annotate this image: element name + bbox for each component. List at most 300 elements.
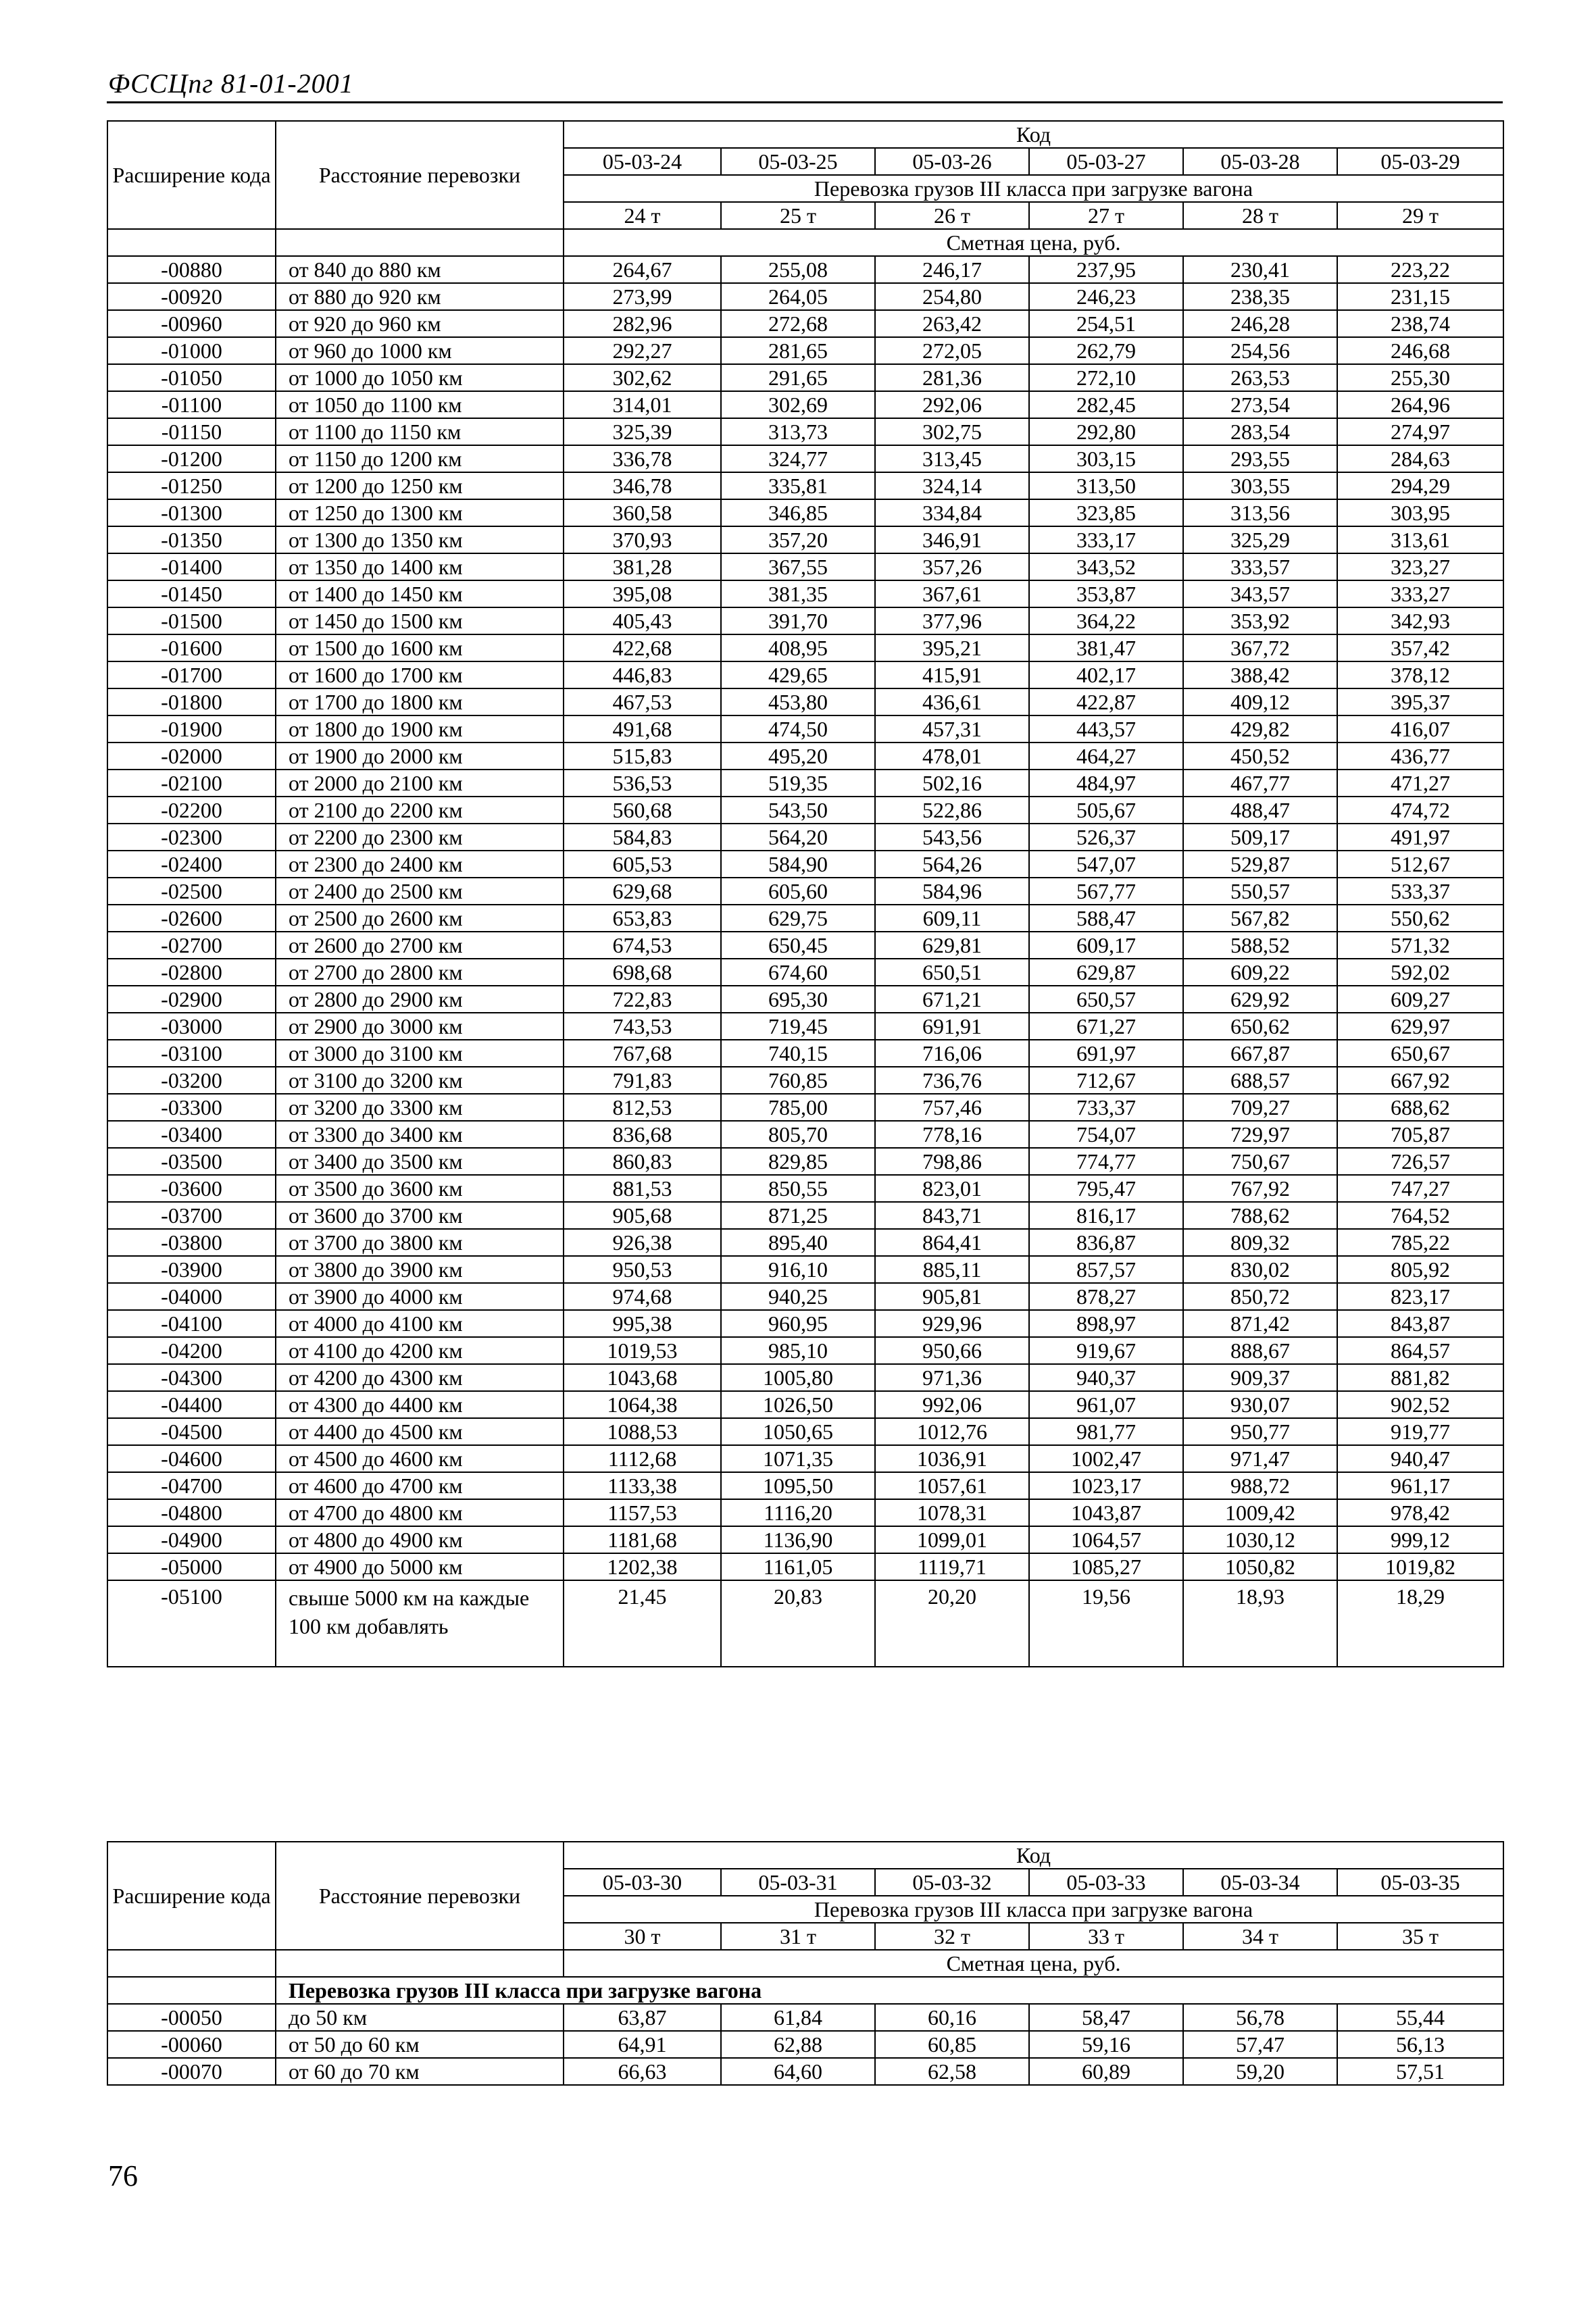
price-cell: 58,47	[1029, 2004, 1183, 2031]
table-row	[107, 1337, 1503, 1364]
price-cell: 263,42	[875, 310, 1029, 337]
price-cell: 785,00	[721, 1094, 875, 1121]
price-cell: 674,53	[564, 932, 721, 959]
price-cell: 467,77	[1183, 770, 1337, 797]
table-row	[107, 1283, 1503, 1310]
weight-cell: 31 т	[721, 1923, 875, 1950]
price-cell: 353,87	[1029, 580, 1183, 607]
price-cell: 550,57	[1183, 878, 1337, 905]
price-cell: 885,11	[875, 1256, 1029, 1283]
price-cell: 543,50	[721, 797, 875, 824]
price-cell: 333,17	[1029, 526, 1183, 553]
price-cell: 764,52	[1337, 1202, 1503, 1229]
table-row	[107, 1040, 1503, 1067]
price-cell: 19,56	[1029, 1580, 1183, 1667]
table-row	[107, 743, 1503, 770]
row-code-extension: -01300	[107, 499, 276, 526]
row-distance: от 4400 до 4500 км	[276, 1418, 564, 1445]
row-code-extension: -03900	[107, 1256, 276, 1283]
price-cell: 502,16	[875, 770, 1029, 797]
price-cell: 334,84	[875, 499, 1029, 526]
price-cell: 474,72	[1337, 797, 1503, 824]
row-code-extension: -03700	[107, 1202, 276, 1229]
row-code-extension: -04300	[107, 1364, 276, 1391]
table-row	[107, 364, 1503, 391]
row-code-extension: -02600	[107, 905, 276, 932]
row-distance: от 1600 до 1700 км	[276, 661, 564, 688]
price-label: Сметная цена, руб.	[564, 229, 1503, 256]
price-cell: 294,29	[1337, 472, 1503, 499]
row-code-extension: -02800	[107, 959, 276, 986]
price-cell: 995,38	[564, 1310, 721, 1337]
table-row	[107, 526, 1503, 553]
price-cell: 272,68	[721, 310, 875, 337]
code-cell: 05-03-29	[1337, 148, 1503, 175]
price-cell: 284,63	[1337, 445, 1503, 472]
price-cell: 274,97	[1337, 418, 1503, 445]
row-code-extension: -00070	[107, 2058, 276, 2085]
table-row	[107, 1472, 1503, 1499]
price-cell: 60,16	[875, 2004, 1029, 2031]
price-cell: 1071,35	[721, 1445, 875, 1472]
price-cell: 940,25	[721, 1283, 875, 1310]
price-cell: 333,57	[1183, 553, 1337, 580]
table-row	[107, 661, 1503, 688]
price-cell: 314,01	[564, 391, 721, 418]
row-distance: от 840 до 880 км	[276, 256, 564, 283]
row-code-extension: -01250	[107, 472, 276, 499]
price-cell: 323,27	[1337, 553, 1503, 580]
row-distance: от 2400 до 2500 км	[276, 878, 564, 905]
table-row	[107, 986, 1503, 1013]
price-cell: 56,13	[1337, 2031, 1503, 2058]
row-distance: от 3100 до 3200 км	[276, 1067, 564, 1094]
price-cell: 357,20	[721, 526, 875, 553]
price-cell: 688,57	[1183, 1067, 1337, 1094]
price-cell: 395,21	[875, 634, 1029, 661]
price-cell: 263,53	[1183, 364, 1337, 391]
table-row	[107, 905, 1503, 932]
price-cell: 281,36	[875, 364, 1029, 391]
price-cell: 59,16	[1029, 2031, 1183, 2058]
price-cell: 471,27	[1337, 770, 1503, 797]
row-distance: от 1400 до 1450 км	[276, 580, 564, 607]
row-distance: от 3800 до 3900 км	[276, 1256, 564, 1283]
price-cell: 526,37	[1029, 824, 1183, 851]
row-code-extension: -02700	[107, 932, 276, 959]
price-cell: 254,56	[1183, 337, 1337, 364]
price-cell: 302,62	[564, 364, 721, 391]
code-header: Код	[564, 121, 1503, 148]
weight-cell: 32 т	[875, 1923, 1029, 1950]
price-table-2	[107, 1841, 1504, 2086]
price-cell: 422,87	[1029, 688, 1183, 715]
price-cell: 971,47	[1183, 1445, 1337, 1472]
price-cell: 816,17	[1029, 1202, 1183, 1229]
price-cell: 303,15	[1029, 445, 1183, 472]
price-cell: 864,57	[1337, 1337, 1503, 1364]
price-cell: 905,68	[564, 1202, 721, 1229]
price-cell: 313,61	[1337, 526, 1503, 553]
price-cell: 584,83	[564, 824, 721, 851]
price-cell: 705,87	[1337, 1121, 1503, 1148]
price-cell: 747,27	[1337, 1175, 1503, 1202]
price-cell: 429,65	[721, 661, 875, 688]
price-cell: 254,80	[875, 283, 1029, 310]
price-cell: 729,97	[1183, 1121, 1337, 1148]
price-cell: 609,11	[875, 905, 1029, 932]
price-cell: 378,12	[1337, 661, 1503, 688]
row-code-extension: -01000	[107, 337, 276, 364]
table-row	[107, 553, 1503, 580]
price-cell: 272,05	[875, 337, 1029, 364]
row-distance: от 1250 до 1300 км	[276, 499, 564, 526]
code-cell: 05-03-35	[1337, 1869, 1503, 1896]
price-cell: 57,47	[1183, 2031, 1337, 2058]
price-cell: 726,57	[1337, 1148, 1503, 1175]
table-row	[107, 770, 1503, 797]
price-cell: 343,57	[1183, 580, 1337, 607]
price-cell: 588,47	[1029, 905, 1183, 932]
code-cell: 05-03-33	[1029, 1869, 1183, 1896]
row-distance: от 2500 до 2600 км	[276, 905, 564, 932]
price-cell: 281,65	[721, 337, 875, 364]
price-cell: 571,32	[1337, 932, 1503, 959]
table-row	[107, 607, 1503, 634]
section-title: Перевозка грузов III класса при загрузке вагона	[276, 1977, 1503, 2004]
price-cell: 629,92	[1183, 986, 1337, 1013]
code-cell: 05-03-26	[875, 148, 1029, 175]
row-distance: от 1100 до 1150 км	[276, 418, 564, 445]
row-code-extension: -04500	[107, 1418, 276, 1445]
price-cell: 55,44	[1337, 2004, 1503, 2031]
price-cell: 981,77	[1029, 1418, 1183, 1445]
price-cell: 999,12	[1337, 1526, 1503, 1553]
row-code-extension: -03200	[107, 1067, 276, 1094]
price-cell: 971,36	[875, 1364, 1029, 1391]
price-cell: 992,06	[875, 1391, 1029, 1418]
row-distance: от 2000 до 2100 км	[276, 770, 564, 797]
ext-header: Расширение кода	[107, 121, 276, 229]
ext-header: Расширение кода	[107, 1842, 276, 1950]
row-distance: от 3000 до 3100 км	[276, 1040, 564, 1067]
weight-cell: 30 т	[564, 1923, 721, 1950]
row-code-extension: -04600	[107, 1445, 276, 1472]
code-cell: 05-03-30	[564, 1869, 721, 1896]
price-cell: 342,93	[1337, 607, 1503, 634]
price-cell: 313,50	[1029, 472, 1183, 499]
weight-cell: 29 т	[1337, 202, 1503, 229]
weight-cell: 25 т	[721, 202, 875, 229]
price-cell: 64,60	[721, 2058, 875, 2085]
price-cell: 902,52	[1337, 1391, 1503, 1418]
row-distance: от 2900 до 3000 км	[276, 1013, 564, 1040]
price-cell: 1050,65	[721, 1418, 875, 1445]
price-cell: 843,71	[875, 1202, 1029, 1229]
price-cell: 1116,20	[721, 1499, 875, 1526]
price-cell: 313,56	[1183, 499, 1337, 526]
table-row	[107, 472, 1503, 499]
price-cell: 1002,47	[1029, 1445, 1183, 1472]
price-cell: 302,75	[875, 418, 1029, 445]
price-cell: 246,28	[1183, 310, 1337, 337]
price-cell: 567,82	[1183, 905, 1337, 932]
price-cell: 264,67	[564, 256, 721, 283]
price-cell: 357,42	[1337, 634, 1503, 661]
price-cell: 916,10	[721, 1256, 875, 1283]
price-cell: 515,83	[564, 743, 721, 770]
price-cell: 898,97	[1029, 1310, 1183, 1337]
table-row	[107, 1553, 1503, 1580]
row-distance: от 3700 до 3800 км	[276, 1229, 564, 1256]
table-row	[107, 1364, 1503, 1391]
price-cell: 629,68	[564, 878, 721, 905]
price-cell: 415,91	[875, 661, 1029, 688]
row-distance: от 1150 до 1200 км	[276, 445, 564, 472]
price-cell: 1012,76	[875, 1418, 1029, 1445]
table-row	[107, 715, 1503, 743]
price-cell: 370,93	[564, 526, 721, 553]
price-cell: 512,67	[1337, 851, 1503, 878]
price-cell: 650,67	[1337, 1040, 1503, 1067]
price-cell: 609,27	[1337, 986, 1503, 1013]
price-cell: 650,57	[1029, 986, 1183, 1013]
table-row	[107, 1445, 1503, 1472]
price-cell: 1026,50	[721, 1391, 875, 1418]
price-cell: 20,83	[721, 1580, 875, 1667]
price-cell: 346,91	[875, 526, 1029, 553]
row-code-extension: -02000	[107, 743, 276, 770]
code-cell: 05-03-28	[1183, 148, 1337, 175]
row-distance: от 3300 до 3400 км	[276, 1121, 564, 1148]
price-cell: 1019,82	[1337, 1553, 1503, 1580]
row-distance: от 1000 до 1050 км	[276, 364, 564, 391]
transport-label: Перевозка грузов III класса при загрузке вагона	[564, 175, 1503, 202]
price-cell: 1088,53	[564, 1418, 721, 1445]
price-cell: 237,95	[1029, 256, 1183, 283]
price-cell: 381,35	[721, 580, 875, 607]
price-cell: 346,78	[564, 472, 721, 499]
price-cell: 809,32	[1183, 1229, 1337, 1256]
document-header: ФССЦпг 81-01-2001	[108, 68, 354, 99]
table-row	[107, 1526, 1503, 1553]
row-code-extension: -01050	[107, 364, 276, 391]
row-distance: от 1900 до 2000 км	[276, 743, 564, 770]
table-row	[107, 337, 1503, 364]
price-cell: 519,35	[721, 770, 875, 797]
table-row	[107, 1175, 1503, 1202]
table-row	[107, 959, 1503, 986]
price-cell: 667,87	[1183, 1040, 1337, 1067]
price-cell: 61,84	[721, 2004, 875, 2031]
price-cell: 505,67	[1029, 797, 1183, 824]
weight-cell: 33 т	[1029, 1923, 1183, 1950]
table-row	[107, 1310, 1503, 1337]
price-cell: 453,80	[721, 688, 875, 715]
price-cell: 691,97	[1029, 1040, 1183, 1067]
price-cell: 609,17	[1029, 932, 1183, 959]
price-cell: 66,63	[564, 2058, 721, 2085]
price-cell: 698,68	[564, 959, 721, 986]
header-rule	[107, 101, 1503, 103]
price-cell: 282,45	[1029, 391, 1183, 418]
table-row	[107, 310, 1503, 337]
price-cell: 1133,38	[564, 1472, 721, 1499]
price-cell: 1050,82	[1183, 1553, 1337, 1580]
table-row	[107, 1499, 1503, 1526]
price-cell: 871,42	[1183, 1310, 1337, 1337]
dist-header: Расстояние перевозки	[276, 1842, 564, 1950]
price-cell: 1161,05	[721, 1553, 875, 1580]
row-code-extension: -05000	[107, 1553, 276, 1580]
price-cell: 18,93	[1183, 1580, 1337, 1667]
price-cell: 767,92	[1183, 1175, 1337, 1202]
price-cell: 736,76	[875, 1067, 1029, 1094]
row-code-extension: -01100	[107, 391, 276, 418]
price-cell: 985,10	[721, 1337, 875, 1364]
price-cell: 850,72	[1183, 1283, 1337, 1310]
row-code-extension: -03500	[107, 1148, 276, 1175]
price-cell: 605,60	[721, 878, 875, 905]
price-cell: 674,60	[721, 959, 875, 986]
price-cell: 1019,53	[564, 1337, 721, 1364]
price-cell: 888,67	[1183, 1337, 1337, 1364]
price-cell: 754,07	[1029, 1121, 1183, 1148]
row-code-extension: -01150	[107, 418, 276, 445]
price-cell: 62,88	[721, 2031, 875, 2058]
page-number: 76	[108, 2159, 138, 2192]
table-row	[107, 1256, 1503, 1283]
transport-label: Перевозка грузов III класса при загрузке вагона	[564, 1896, 1503, 1923]
price-cell: 391,70	[721, 607, 875, 634]
row-code-extension: -05100	[107, 1580, 276, 1667]
price-cell: 478,01	[875, 743, 1029, 770]
row-distance: от 4700 до 4800 км	[276, 1499, 564, 1526]
price-cell: 1023,17	[1029, 1472, 1183, 1499]
row-code-extension: -03300	[107, 1094, 276, 1121]
price-cell: 767,68	[564, 1040, 721, 1067]
table-row	[107, 1067, 1503, 1094]
price-cell: 20,20	[875, 1580, 1029, 1667]
price-cell: 230,41	[1183, 256, 1337, 283]
row-distance: от 1800 до 1900 км	[276, 715, 564, 743]
price-cell: 436,61	[875, 688, 1029, 715]
price-cell: 367,55	[721, 553, 875, 580]
row-code-extension: -00050	[107, 2004, 276, 2031]
price-cell: 18,29	[1337, 1580, 1503, 1667]
price-cell: 650,51	[875, 959, 1029, 986]
price-cell: 536,53	[564, 770, 721, 797]
price-cell: 292,80	[1029, 418, 1183, 445]
weight-cell: 34 т	[1183, 1923, 1337, 1950]
price-cell: 740,15	[721, 1040, 875, 1067]
table-row	[107, 1121, 1503, 1148]
row-distance: от 4300 до 4400 км	[276, 1391, 564, 1418]
price-cell: 283,54	[1183, 418, 1337, 445]
price-cell: 381,28	[564, 553, 721, 580]
row-distance: от 2200 до 2300 км	[276, 824, 564, 851]
row-code-extension: -04700	[107, 1472, 276, 1499]
row-distance: от 1050 до 1100 км	[276, 391, 564, 418]
price-cell: 367,72	[1183, 634, 1337, 661]
price-cell: 346,85	[721, 499, 875, 526]
weight-cell: 35 т	[1337, 1923, 1503, 1950]
price-cell: 302,69	[721, 391, 875, 418]
price-cell: 950,53	[564, 1256, 721, 1283]
price-cell: 457,31	[875, 715, 1029, 743]
price-cell: 238,35	[1183, 283, 1337, 310]
price-cell: 533,37	[1337, 878, 1503, 905]
row-distance: от 1450 до 1500 км	[276, 607, 564, 634]
price-cell: 785,22	[1337, 1229, 1503, 1256]
price-cell: 364,22	[1029, 607, 1183, 634]
price-cell: 795,47	[1029, 1175, 1183, 1202]
price-cell: 836,87	[1029, 1229, 1183, 1256]
price-cell: 871,25	[721, 1202, 875, 1229]
price-cell: 760,85	[721, 1067, 875, 1094]
price-cell: 830,02	[1183, 1256, 1337, 1283]
price-cell: 864,41	[875, 1229, 1029, 1256]
price-cell: 292,27	[564, 337, 721, 364]
price-cell: 609,22	[1183, 959, 1337, 986]
price-cell: 450,52	[1183, 743, 1337, 770]
price-cell: 560,68	[564, 797, 721, 824]
price-cell: 264,05	[721, 283, 875, 310]
price-cell: 629,81	[875, 932, 1029, 959]
price-cell: 405,43	[564, 607, 721, 634]
price-cell: 64,91	[564, 2031, 721, 2058]
price-cell: 408,95	[721, 634, 875, 661]
price-cell: 436,77	[1337, 743, 1503, 770]
price-cell: 231,15	[1337, 283, 1503, 310]
price-cell: 671,27	[1029, 1013, 1183, 1040]
row-code-extension: -03000	[107, 1013, 276, 1040]
row-distance: от 2300 до 2400 км	[276, 851, 564, 878]
price-cell: 1005,80	[721, 1364, 875, 1391]
table-row	[107, 851, 1503, 878]
price-cell: 246,17	[875, 256, 1029, 283]
price-cell: 895,40	[721, 1229, 875, 1256]
row-code-extension: -00960	[107, 310, 276, 337]
table-row	[107, 2058, 1503, 2085]
price-cell: 733,37	[1029, 1094, 1183, 1121]
price-cell: 650,45	[721, 932, 875, 959]
price-cell: 909,37	[1183, 1364, 1337, 1391]
price-cell: 791,83	[564, 1067, 721, 1094]
table-row	[107, 688, 1503, 715]
price-cell: 1030,12	[1183, 1526, 1337, 1553]
row-distance: свыше 5000 км на каждые 100 км добавлять	[276, 1580, 564, 1667]
row-code-extension: -04000	[107, 1283, 276, 1310]
price-cell: 357,26	[875, 553, 1029, 580]
table-row	[107, 391, 1503, 418]
price-cell: 919,67	[1029, 1337, 1183, 1364]
price-cell: 774,77	[1029, 1148, 1183, 1175]
price-cell: 757,46	[875, 1094, 1029, 1121]
price-cell: 262,79	[1029, 337, 1183, 364]
row-distance: от 920 до 960 км	[276, 310, 564, 337]
price-cell: 823,01	[875, 1175, 1029, 1202]
row-distance: от 3500 до 3600 км	[276, 1175, 564, 1202]
price-cell: 843,87	[1337, 1310, 1503, 1337]
code-cell: 05-03-27	[1029, 148, 1183, 175]
price-cell: 509,17	[1183, 824, 1337, 851]
price-cell: 381,47	[1029, 634, 1183, 661]
price-cell: 543,56	[875, 824, 1029, 851]
row-code-extension: -00920	[107, 283, 276, 310]
table-1-body	[107, 256, 1503, 1667]
price-cell: 333,27	[1337, 580, 1503, 607]
